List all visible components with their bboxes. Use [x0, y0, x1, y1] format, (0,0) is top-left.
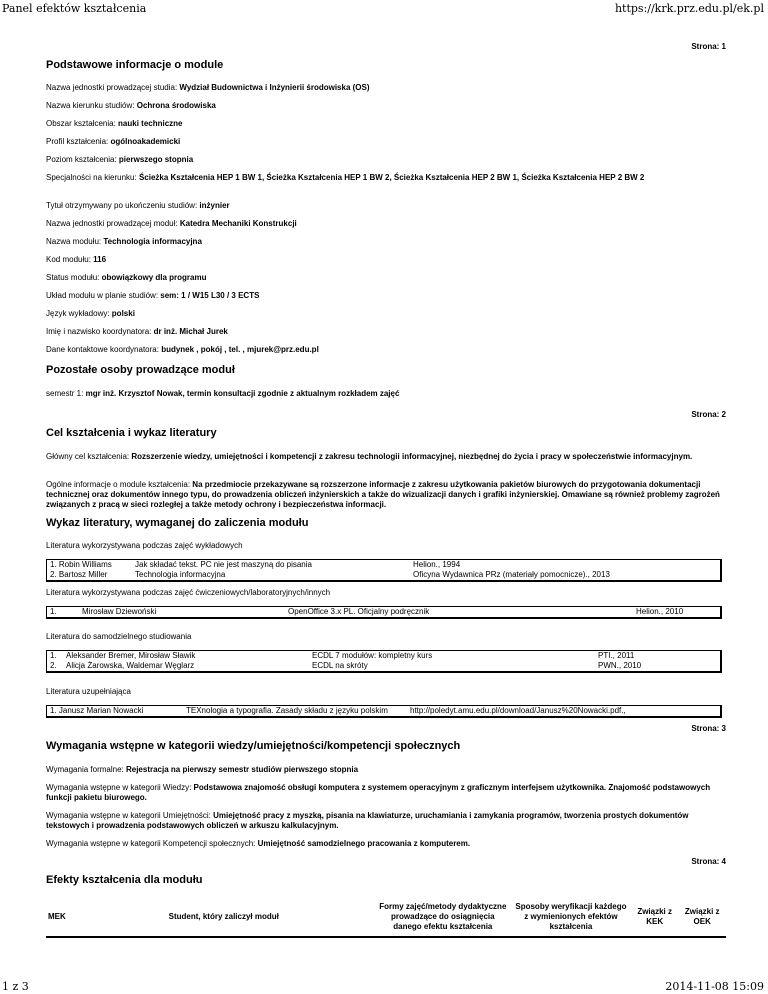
field-label: Nazwa modułu: [46, 237, 104, 246]
literature-group-label: Literatura wykorzystywana podczas zajęć ćwiczeniowych/laboratoryjnych/innych [46, 588, 331, 597]
literature-table-supplementary [46, 705, 722, 718]
table-row [47, 560, 722, 571]
table-cell: PWN., 2010 [598, 661, 642, 670]
table-cell: Oficyna Wydawnica PRz (materiały pomocnicze)., 2013 [413, 570, 610, 579]
table-cell: 1. [50, 651, 57, 660]
field-label: Nazwa jednostki prowadzącej moduł: [46, 219, 180, 228]
field-row [46, 345, 726, 355]
field-value: Umiejętność samodzielnego pracowania z komputerem. [257, 839, 471, 848]
field-value: obowiązkowy dla programu [101, 273, 207, 282]
field-label: Status modułu: [46, 273, 102, 282]
field-row [46, 765, 726, 775]
field-row [46, 237, 726, 247]
literature-table-lecture [46, 559, 722, 582]
field-label: Nazwa jednostki prowadzącej studia: [46, 83, 180, 92]
table-row [47, 661, 722, 672]
field-row [46, 480, 726, 510]
field-row [46, 83, 726, 93]
field-value: Ścieżka Kształcenia HEP 1 BW 1, Ścieżka Kształcenia HEP 1 BW 2, Ścieżka Kształcenia HEP 2 BW 1, Ścieżka Kształcenia HEP 2 BW 2 [138, 173, 645, 182]
print-page-counter: 1 z 3 [2, 980, 29, 993]
field-label: Wymagania wstępne w kategorii Kompetencji społecznych: [46, 839, 258, 848]
section-heading-learning-outcomes: Efekty kształcenia dla modułu [46, 874, 203, 886]
page-number-3: Strona: 3 [691, 724, 726, 733]
section-heading-literature-list: Wykaz literatury, wymaganej do zaliczenia modułu [46, 517, 309, 529]
field-value: dr inż. Michał Jurek [153, 327, 228, 336]
browser-page-title: Panel efektów kształcenia [2, 2, 147, 15]
section-heading-other-teachers: Pozostałe osoby prowadzące moduł [46, 364, 235, 376]
table-cell: http://poledyt.amu.edu.pl/download/Janusz%20Nowacki.pdf., [410, 706, 626, 715]
field-row [46, 101, 726, 111]
table-row [47, 651, 722, 662]
field-label: Główny cel kształcenia: [46, 452, 132, 461]
field-row [46, 201, 726, 211]
literature-group-label: Literatura do samodzielnego studiowania [46, 632, 192, 641]
field-row [46, 327, 726, 337]
field-row [46, 309, 726, 319]
field-row [46, 137, 726, 147]
section-heading-prerequisites: Wymagania wstępne w kategorii wiedzy/umiejętności/kompetencji społecznych [46, 740, 461, 752]
field-value: nauki techniczne [118, 119, 183, 128]
field-label: Specjalności na kierunku: [46, 173, 139, 182]
field-row [46, 783, 726, 803]
table-cell: Helion., 1994 [413, 560, 461, 569]
table-cell: Jak składać tekst. PC nie jest maszyną do pisania [135, 560, 312, 569]
page-number-2: Strona: 2 [691, 410, 726, 419]
field-label: semestr 1: [46, 389, 86, 398]
literature-table-self-study [46, 650, 722, 673]
field-value: Ochrona środowiska [136, 101, 216, 110]
column-header-oek: Związki z OEK [678, 898, 726, 937]
field-label: Obszar kształcenia: [46, 119, 119, 128]
field-row [46, 255, 726, 265]
page-number-4: Strona: 4 [691, 857, 726, 866]
page-number-1: Strona: 1 [691, 42, 726, 51]
table-cell: Mirosław Dziewoński [82, 607, 157, 616]
field-row [46, 291, 726, 301]
column-header-verification: Sposoby weryfikacji każdego z wymienionych efektów kształcenia [511, 898, 631, 937]
field-value: inżynier [199, 201, 230, 210]
table-cell: Helion., 2010 [636, 607, 684, 616]
field-value: polski [111, 309, 135, 318]
table-cell: 1. [50, 607, 57, 616]
literature-group-label: Literatura wykorzystywana podczas zajęć wykładowych [46, 541, 243, 550]
field-value: Na przedmiocie przekazywane są rozszerzone informacje z zakresu użytkowania pakietów biurowych do przygotowania dokumentacji technicznej oraz dokumentów innego typu, do prowadzenia obliczeń inżynierskich a także do wizualizacji danych i grafiki inżynierskiej. Omawiane są również problemy zagrożeń związanych z pracą w sieci rozległej a także metody ochrony i bezpieczeństwa informacji. [46, 480, 720, 509]
field-value: ogólnoakademicki [110, 137, 181, 146]
field-label: Poziom kształcenia: [46, 155, 119, 164]
table-row [46, 898, 726, 937]
field-label: Układ modułu w planie studiów: [46, 291, 161, 300]
field-label: Wymagania wstępne w kategorii Umiejętności: [46, 811, 214, 820]
column-header-kek: Związki z KEK [631, 898, 679, 937]
table-cell: PTI., 2011 [598, 651, 635, 660]
field-label: Dane kontaktowe koordynatora: [46, 345, 162, 354]
print-datetime: 2014-11-08 15:09 [665, 980, 764, 993]
learning-outcomes-table-header [46, 898, 726, 938]
field-label: Wymagania formalne: [46, 765, 126, 774]
column-header-forms: Formy zajęć/metody dydaktyczne prowadzące do osiągnięcia danego efektu kształcenia [375, 898, 511, 937]
literature-group-label: Literatura uzupełniająca [46, 687, 131, 696]
field-row [46, 389, 726, 399]
table-cell: ECDL 7 modułów: kompletny kurs [312, 651, 433, 660]
field-row [46, 219, 726, 229]
field-row [46, 119, 726, 129]
field-row [46, 173, 726, 183]
field-value: Podstawowa znajomość obsługi komputera z systemem operacyjnym z graficznym interfejsem użytkownika. Znajomość podstawowych funkcji pakietu biurowego. [46, 783, 711, 802]
field-value: mgr inż. Krzysztof Nowak, termin konsultacji zgodnie z aktualnym rozkładem zajęć [85, 389, 400, 398]
field-label: Tytuł otrzymywany po ukończeniu studiów: [46, 201, 200, 210]
field-value: budynek , pokój , tel. , mjurek@prz.edu.pl [161, 345, 319, 354]
field-label: Nazwa kierunku studiów: [46, 101, 137, 110]
column-header-mek: MEK [46, 898, 73, 937]
literature-table-exercises [46, 606, 722, 619]
field-row [46, 452, 726, 462]
table-cell: Technologia informacyjna [135, 570, 226, 579]
field-row [46, 155, 726, 165]
field-value: sem: 1 / W15 L30 / 3 ECTS [160, 291, 260, 300]
field-value: Technologia informacyjna [103, 237, 202, 246]
field-row [46, 273, 726, 283]
table-cell: TEXnologia a typografia. Zasady składu z języku polskim [186, 706, 388, 715]
field-label: Kod modułu: [46, 255, 94, 264]
table-cell: 1. Robin Williams [50, 560, 112, 569]
table-cell: ECDL na skróty [312, 661, 368, 670]
section-heading-goals-literature: Cel kształcenia i wykaz literatury [46, 427, 217, 439]
table-cell: OpenOffice 3.x PL. Oficjalny podręcznik [288, 607, 430, 616]
field-label: Imię i nazwisko koordynatora: [46, 327, 154, 336]
table-row [47, 706, 722, 718]
table-row [47, 607, 722, 619]
field-value: Katedra Mechaniki Konstrukcji [179, 219, 297, 228]
field-label: Profil kształcenia: [46, 137, 111, 146]
field-row [46, 811, 726, 831]
table-cell: 1. Janusz Marian Nowacki [50, 706, 144, 715]
field-label: Ogólne informacje o module kształcenia: [46, 480, 193, 489]
field-value: Rozszerzenie wiedzy, umiejętności i kompetencji z zakresu technologii informacyjnej, niezbędnej do życia i pracy w społeczeństwie informacyjnym. [131, 452, 693, 461]
field-row [46, 839, 726, 849]
field-value: pierwszego stopnia [118, 155, 194, 164]
table-cell: Alicja Żarowska, Waldemar Węglarz [66, 661, 195, 670]
table-cell: 2. Bartosz Miller [50, 570, 108, 579]
table-cell: Aleksander Bremer, Mirosław Sławik [66, 651, 196, 660]
browser-page-url: https://krk.prz.edu.pl/ek.pl [614, 2, 764, 15]
field-value: 116 [93, 255, 107, 264]
table-row [47, 570, 722, 581]
section-heading-basic-info: Podstawowe informacje o module [46, 59, 224, 71]
column-header-student: Student, który zaliczył moduł [73, 898, 375, 937]
field-value: Umiejętność pracy z myszką, pisania na klawiaturze, uruchamiania i zamykania programów, tworzenia prostych dokumentów tekstowych i prowadzenia podstawowych obliczeń w arkuszu kalkulacyjnym. [46, 811, 689, 830]
field-value: Wydział Budownictwa i Inżynierii środowiska (OS) [179, 83, 370, 92]
table-cell: 2. [50, 661, 57, 670]
field-value: Rejestracja na pierwszy semestr studiów pierwszego stopnia [125, 765, 359, 774]
field-label: Język wykładowy: [46, 309, 112, 318]
field-label: Wymagania wstępne w kategorii Wiedzy: [46, 783, 194, 792]
